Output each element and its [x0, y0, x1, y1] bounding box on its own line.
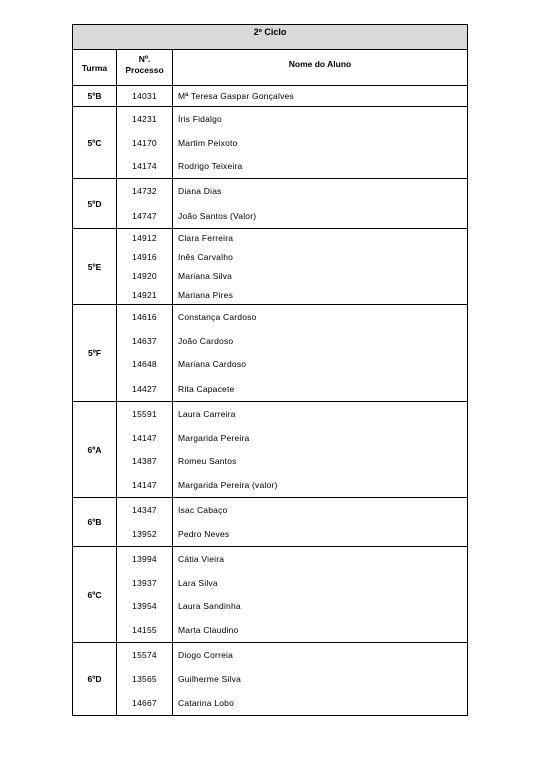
processo-cell: 13937: [132, 577, 157, 588]
nome-cell: Mariana Pires: [178, 289, 234, 300]
turma-cell: 6ºA: [73, 402, 117, 497]
nome-cell: Margarida Pereira (valor): [178, 480, 278, 490]
turma-cell: 5ºE: [73, 229, 117, 304]
processo-cell: 14170: [132, 137, 157, 148]
nome-cell: Isac Cabaço: [178, 505, 228, 515]
processo-cell: 14667: [132, 697, 157, 708]
turma-cell: 6ºC: [73, 547, 117, 642]
processo-column: [117, 547, 173, 642]
processo-cell: 14912: [132, 233, 157, 243]
nome-cell: Mª Teresa Gaspar Gonçalves: [178, 91, 294, 101]
nome-column: [173, 498, 467, 546]
processo-cell: 14387: [132, 456, 157, 466]
nome-cell: Diogo Correia: [178, 650, 234, 660]
processo-column: [117, 229, 173, 304]
header-processo-line2: Processo: [125, 64, 164, 75]
nome-cell: Laura Carreira: [178, 409, 236, 419]
class-group-row: [73, 401, 467, 497]
nome-cell: Pedro Neves: [178, 529, 230, 539]
processo-cell: 15574: [132, 650, 157, 660]
nome-cell: Laura Sandinha: [178, 601, 241, 611]
processo-cell: 15591: [132, 409, 157, 419]
processo-cell: 14637: [132, 335, 157, 346]
processo-cell: 14147: [132, 480, 157, 490]
nome-cell: Cátia Vieira: [178, 554, 225, 564]
nome-cell: Inês Carvalho: [178, 251, 234, 262]
class-group-row: [73, 497, 467, 546]
nome-cell: Lara Silva: [178, 577, 218, 588]
nome-cell: Constança Cardoso: [178, 312, 257, 322]
processo-column: [117, 86, 173, 106]
header-row: [73, 49, 467, 85]
nome-cell: Guilherme Silva: [178, 673, 241, 684]
table-title-row: [73, 25, 467, 49]
processo-column: [117, 402, 173, 497]
nome-cell: João Santos (Valor): [178, 210, 257, 221]
processo-cell: 14174: [132, 161, 157, 171]
nome-cell: Catarina Lobo: [178, 697, 234, 708]
class-group-row: [73, 178, 467, 228]
header-processo-line1: Nº.: [138, 53, 151, 64]
class-group-row: [73, 642, 467, 715]
nome-column: [173, 229, 467, 304]
table-title: 2º Ciclo: [253, 27, 287, 37]
class-group-row: [73, 304, 467, 401]
nome-column: [173, 643, 467, 715]
header-processo: [117, 50, 173, 85]
nome-cell: Margarida Pereira: [178, 432, 250, 443]
turma-cell: 5ºD: [73, 179, 117, 228]
processo-cell: 14747: [132, 210, 157, 221]
processo-cell: 14347: [132, 505, 157, 515]
header-nome: Nome do Aluno: [288, 58, 352, 69]
processo-column: [117, 643, 173, 715]
student-table: [72, 24, 468, 716]
nome-column: [173, 179, 467, 228]
turma-cell: 5ºF: [73, 305, 117, 401]
turma-cell: 6ºD: [73, 643, 117, 715]
nome-cell: Mariana Silva: [178, 270, 233, 281]
nome-column: [173, 86, 467, 106]
nome-cell: João Cardoso: [178, 335, 234, 346]
nome-cell: Íris Fidalgo: [178, 114, 222, 124]
nome-column: [173, 402, 467, 497]
nome-cell: Mariana Cardoso: [178, 359, 247, 369]
processo-cell: 14616: [132, 312, 157, 322]
class-group-row: [73, 106, 467, 178]
processo-cell: 14732: [132, 186, 157, 196]
nome-column: [173, 305, 467, 401]
nome-cell: Marta Claudino: [178, 625, 239, 635]
turma-cell: 6ºB: [73, 498, 117, 546]
nome-cell: Clara Ferreira: [178, 233, 234, 243]
nome-cell: Diana Dias: [178, 186, 222, 196]
processo-column: [117, 179, 173, 228]
class-group-row: [73, 85, 467, 106]
turma-cell: 5ºC: [73, 107, 117, 178]
class-group-row: [73, 546, 467, 642]
processo-column: [117, 107, 173, 178]
nome-cell: Rita Capacete: [178, 383, 235, 394]
processo-cell: 14155: [132, 625, 157, 635]
processo-cell: 14920: [132, 270, 157, 281]
processo-cell: 14231: [132, 114, 157, 124]
processo-cell: 13565: [132, 673, 157, 684]
processo-column: [117, 498, 173, 546]
nome-cell: Rodrigo Teixeira: [178, 161, 243, 171]
processo-cell: 13954: [132, 601, 157, 611]
processo-cell: 14648: [132, 359, 157, 369]
processo-cell: 14147: [132, 432, 157, 443]
processo-cell: 14916: [132, 251, 157, 262]
processo-column: [117, 305, 173, 401]
turma-cell: 5ºB: [73, 86, 117, 106]
nome-column: [173, 107, 467, 178]
processo-cell: 14921: [132, 289, 157, 300]
processo-cell: 14031: [132, 91, 157, 101]
processo-cell: 13994: [132, 554, 157, 564]
class-group-row: [73, 228, 467, 304]
table-body: [73, 85, 467, 715]
nome-column: [173, 547, 467, 642]
nome-cell: Martim Peixoto: [178, 137, 238, 148]
header-turma: Turma: [73, 50, 117, 85]
processo-cell: 14427: [132, 383, 157, 394]
processo-cell: 13952: [132, 529, 157, 539]
nome-cell: Romeu Santos: [178, 456, 237, 466]
